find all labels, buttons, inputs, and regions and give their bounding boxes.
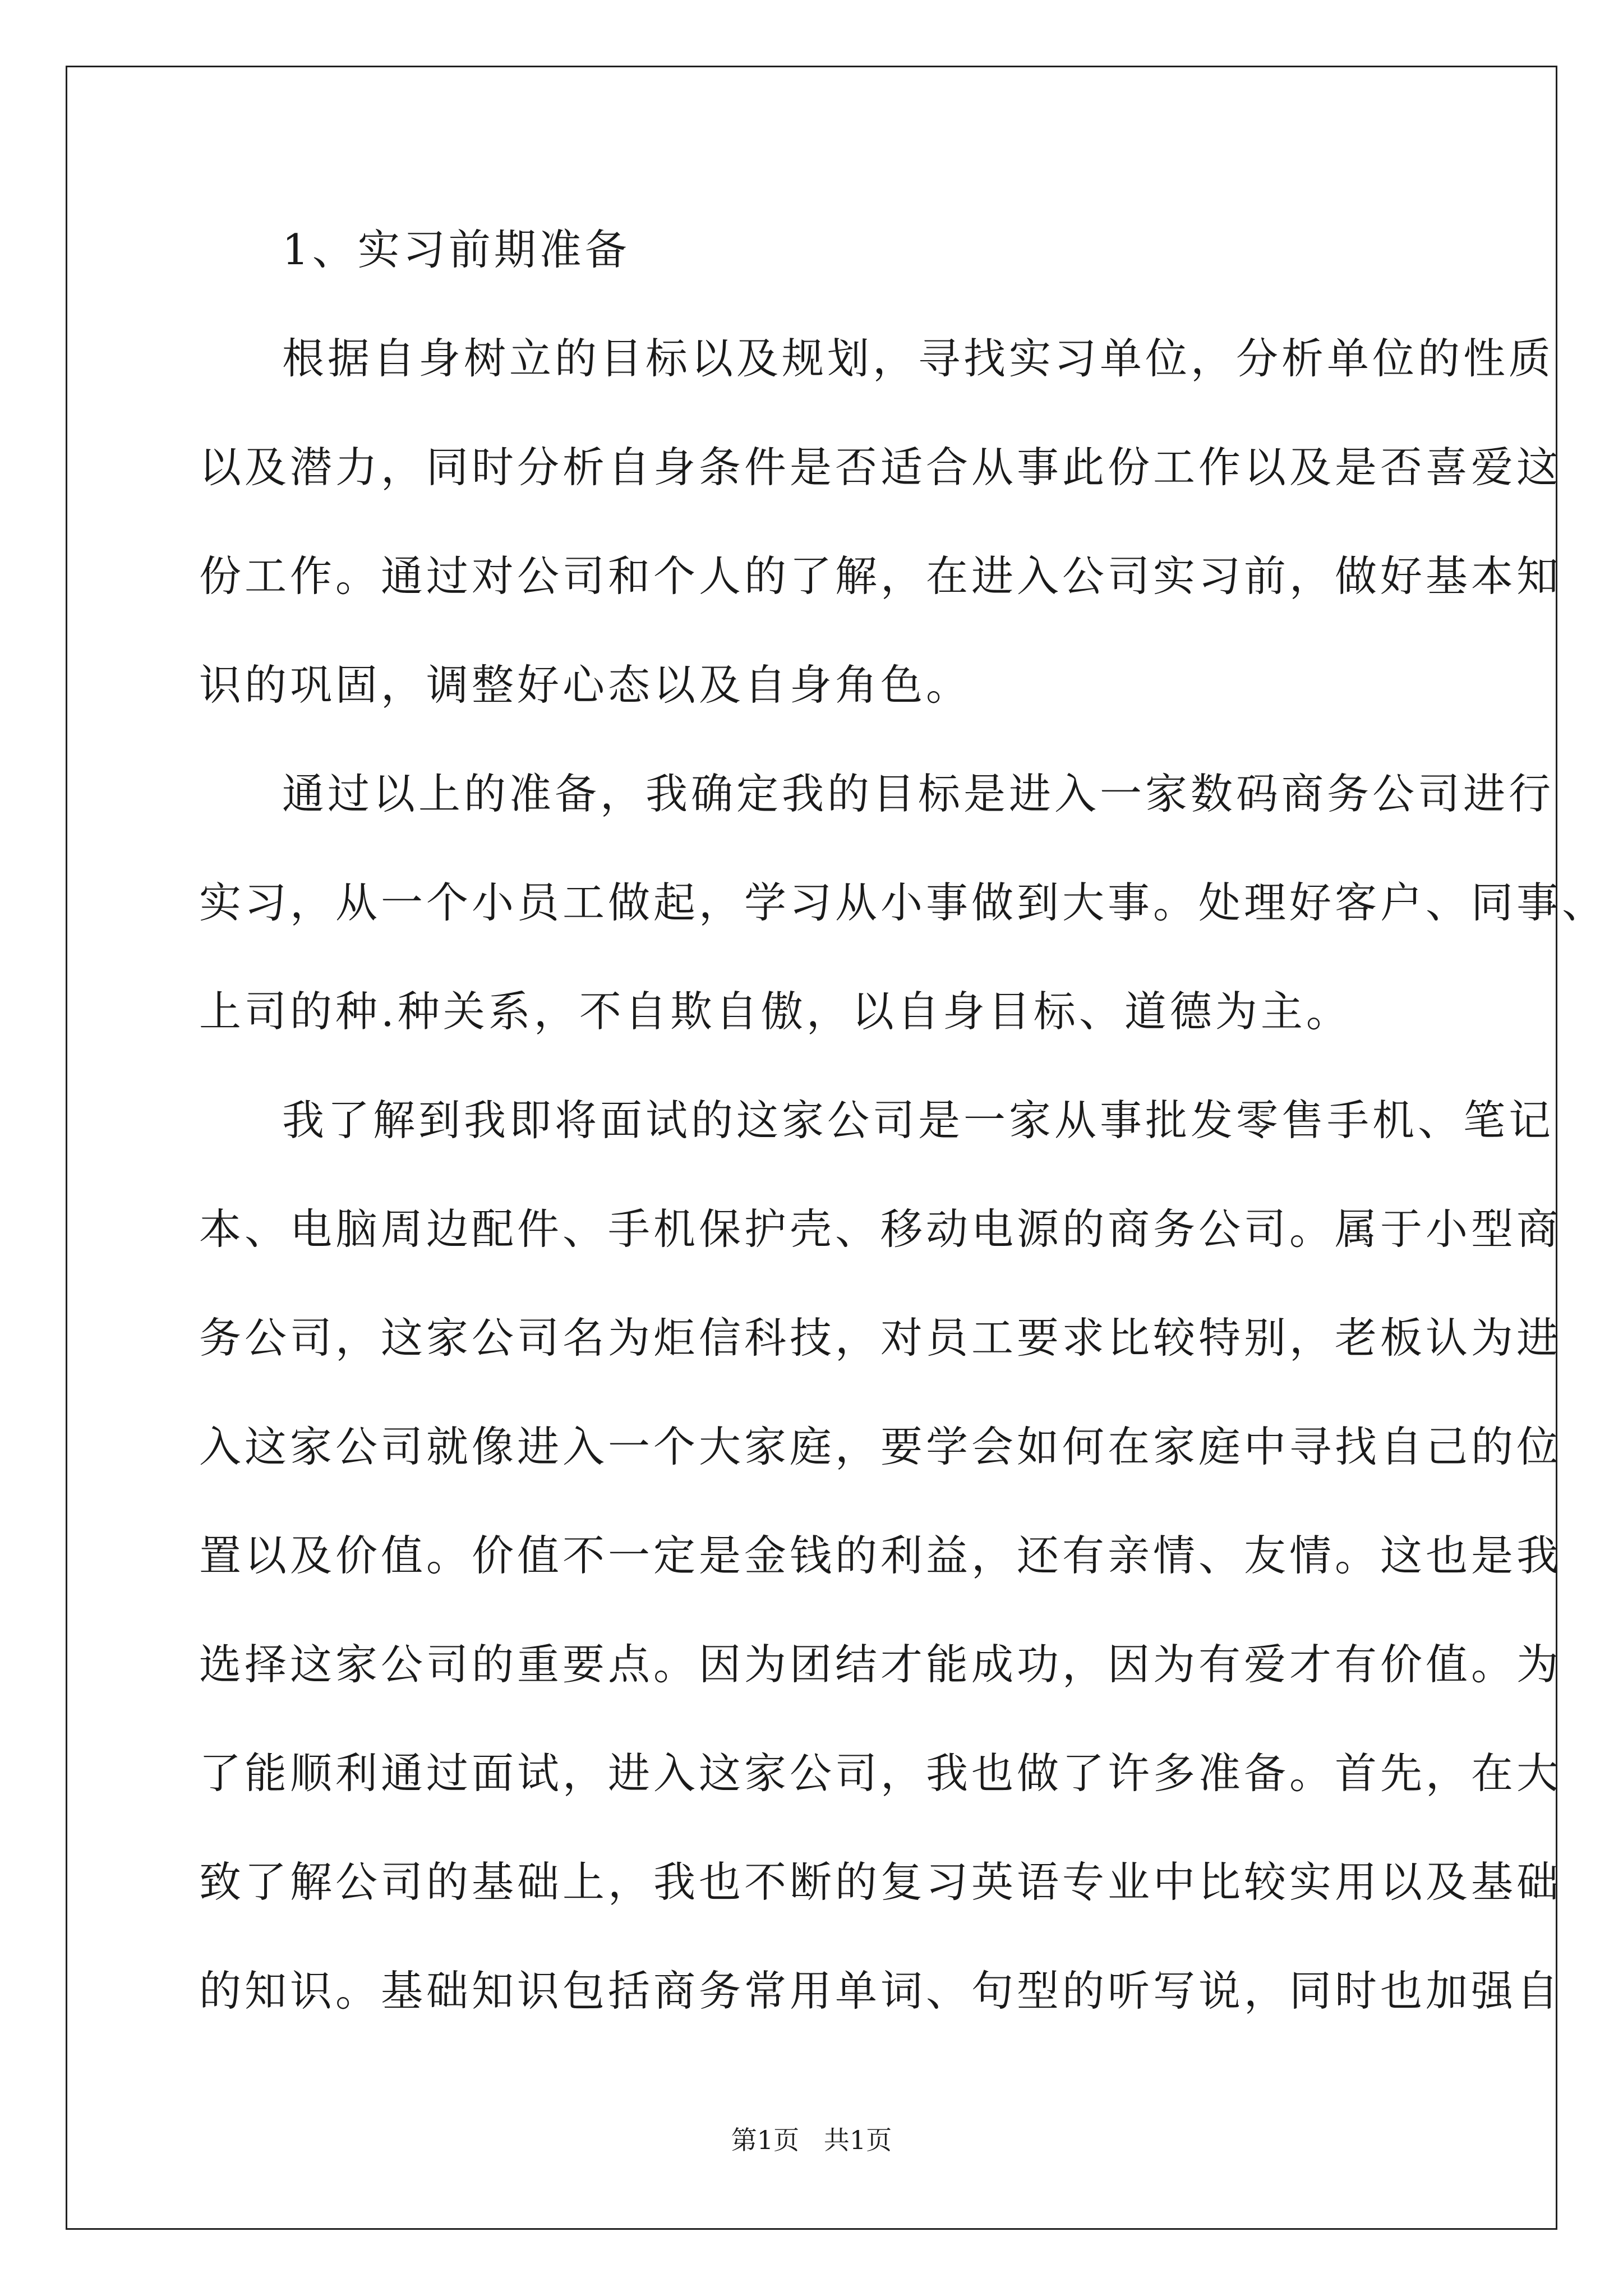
paragraph-line: 务公司，这家公司名为炬信科技，对员工要求比较特别，老板认为进 (199, 1313, 1562, 1363)
paragraph-line: 根据自身树立的目标以及规划，寻找实习单位，分析单位的性质 (282, 334, 1555, 383)
page-number-footer: 第1页 共1页 (731, 2125, 892, 2155)
paragraph-line: 实习，从一个小员工做起，学习从小事做到大事。处理好客户、同事、 (199, 878, 1608, 927)
paragraph-line: 份工作。通过对公司和个人的了解，在进入公司实习前，做好基本知 (199, 551, 1562, 601)
paragraph-line: 识的巩固，调整好心态以及自身角色。 (199, 660, 972, 710)
paragraph-line: 了能顺利通过面试，进入这家公司，我也做了许多准备。首先，在大 (199, 1749, 1562, 1798)
document-body (199, 213, 1608, 2063)
paragraph-line: 通过以上的准备，我确定我的目标是进入一家数码商务公司进行 (282, 769, 1555, 818)
paragraph-line: 本、电脑周边配件、手机保护壳、移动电源的商务公司。属于小型商 (199, 1204, 1562, 1254)
section-heading: 1、实习前期准备 (282, 225, 630, 274)
paragraph-line: 置以及价值。价值不一定是金钱的利益，还有亲情、友情。这也是我 (199, 1531, 1562, 1580)
paragraph-line: 上司的种.种关系，不自欺自傲，以自身目标、道德为主。 (199, 987, 1352, 1036)
paragraph-line: 选择这家公司的重要点。因为团结才能成功，因为有爱才有价值。为 (199, 1640, 1562, 1689)
paragraph-line: 我了解到我即将面试的这家公司是一家从事批发零售手机、笔记 (282, 1096, 1555, 1145)
paragraph-line: 致了解公司的基础上，我也不断的复习英语专业中比较实用以及基础 (199, 1857, 1562, 1907)
paragraph-line: 的知识。基础知识包括商务常用单词、句型的听写说，同时也加强自 (199, 1966, 1562, 2016)
paragraph-line: 入这家公司就像进入一个大家庭，要学会如何在家庭中寻找自己的位 (199, 1422, 1562, 1471)
paragraph-line: 以及潜力，同时分析自身条件是否适合从事此份工作以及是否喜爱这 (199, 443, 1562, 492)
